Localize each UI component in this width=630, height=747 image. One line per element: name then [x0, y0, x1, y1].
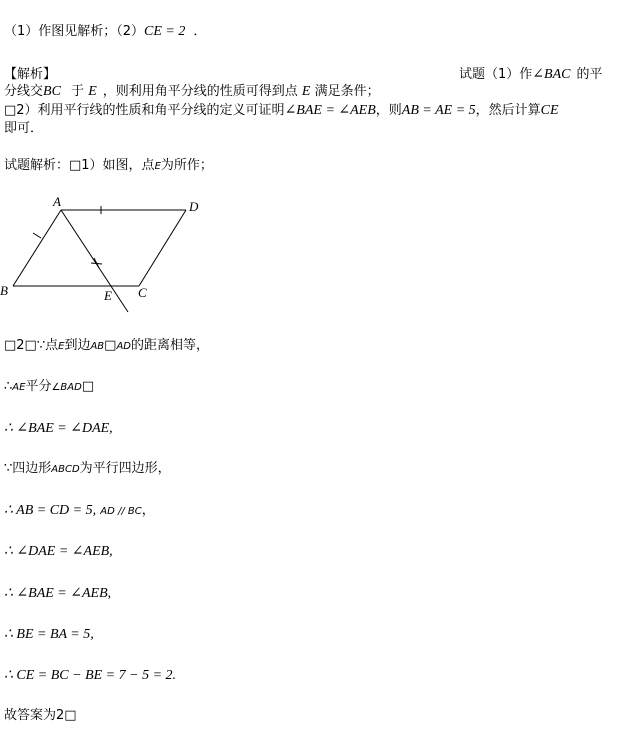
step-2-b: 平分 — [25, 379, 52, 394]
step-4-m: ABCD — [51, 464, 80, 475]
step-2-m2: ∠BAD — [51, 382, 82, 393]
analysis-l2-d: 满足条件； — [314, 84, 380, 99]
label-E: E — [104, 288, 112, 303]
step-1-c: □ — [104, 338, 117, 353]
answer-end: ． — [193, 24, 207, 39]
analysis-l3-m3: CE — [540, 103, 559, 118]
step-1-d: 的距离相等， — [131, 338, 210, 353]
step-7: ∴ ∠BAE = ∠AEB, — [4, 586, 112, 601]
analysis-l3-m1: ∠BAE = ∠AEB — [284, 103, 376, 118]
analysis-l2-b: 于 — [71, 84, 85, 99]
step-2 — [4, 379, 94, 396]
analysis-l2-m2: E — [88, 84, 97, 99]
parallelogram-figure-d — [180, 194, 240, 224]
analysis-l2-a: 分线交 — [4, 84, 44, 99]
analysis-right — [459, 67, 602, 83]
analysis-right-math: ∠BAC — [532, 67, 571, 82]
solution-intro-a: 试题解析：□1）如图，点 — [4, 158, 155, 173]
tick-AB — [33, 233, 41, 238]
step-1-m3: AD — [116, 341, 131, 352]
step-1-m1: E — [58, 341, 65, 352]
analysis-right-tail: 的平 — [576, 67, 603, 82]
answer-math: CE = 2 — [144, 24, 186, 39]
analysis-line-4: 即可． — [4, 121, 44, 136]
analysis-l3-c: ，然后计算 — [475, 103, 541, 118]
label-A: A — [53, 194, 61, 209]
analysis-l2-m1: BC — [43, 84, 61, 99]
solution-intro-b: 为所作； — [160, 158, 213, 173]
step-2-m: AE — [12, 382, 26, 393]
label-D: D — [189, 199, 199, 214]
answer-text: （1）作图见解析；（2） — [4, 24, 145, 39]
analysis-l3-m2: AB = AE = 5 — [401, 103, 476, 118]
step-5-b: AD // BC — [100, 506, 142, 517]
step-6: ∴ ∠DAE = ∠AEB, — [4, 544, 113, 559]
bisector-AE — [61, 210, 128, 312]
side-DC — [139, 210, 186, 286]
analysis-l3-a: □2）利用平行线的性质和角平分线的定义可证明 — [4, 103, 285, 118]
step-2-a: ∴ — [4, 379, 13, 394]
step-4-a: ∵四边形 — [4, 461, 52, 476]
side-AB — [13, 210, 61, 286]
step-8: ∴ BE = BA = 5, — [4, 627, 94, 642]
analysis-heading: 【解析】 — [4, 67, 57, 82]
analysis-line-2 — [4, 84, 380, 100]
step-1-m2: AB — [90, 341, 105, 352]
label-B: B — [0, 283, 8, 298]
parallelogram-figure — [0, 194, 147, 320]
step-1-a: □2□∵点 — [4, 338, 59, 353]
analysis-l3-b: ，则 — [375, 103, 402, 118]
analysis-l2-m3: E — [301, 84, 311, 99]
step-5-c: ， — [141, 503, 155, 518]
analysis-right-text: 试题（1）作 — [459, 67, 533, 82]
step-1 — [4, 338, 209, 355]
step-5-a: ∴ AB = CD = 5, — [4, 503, 97, 518]
step-4-b: 为平行四边形， — [79, 461, 171, 476]
step-5 — [4, 503, 155, 520]
analysis-l2-c: ，则利用角平分线的性质可得到点 — [102, 84, 298, 99]
analysis-line-3 — [4, 103, 559, 119]
solution-intro-m: E — [154, 161, 161, 172]
step-1-b: 到边 — [64, 338, 91, 353]
step-9: ∴ CE = BC − BE = 7 − 5 = 2. — [4, 668, 177, 683]
label-C: C — [138, 285, 147, 300]
solution-intro — [4, 158, 213, 175]
step-3: ∴ ∠BAE = ∠DAE, — [4, 421, 113, 436]
final-answer: 故答案为2□ — [4, 708, 77, 723]
step-2-c: □ — [81, 379, 95, 394]
answer-line — [4, 24, 206, 40]
step-4 — [4, 461, 171, 478]
